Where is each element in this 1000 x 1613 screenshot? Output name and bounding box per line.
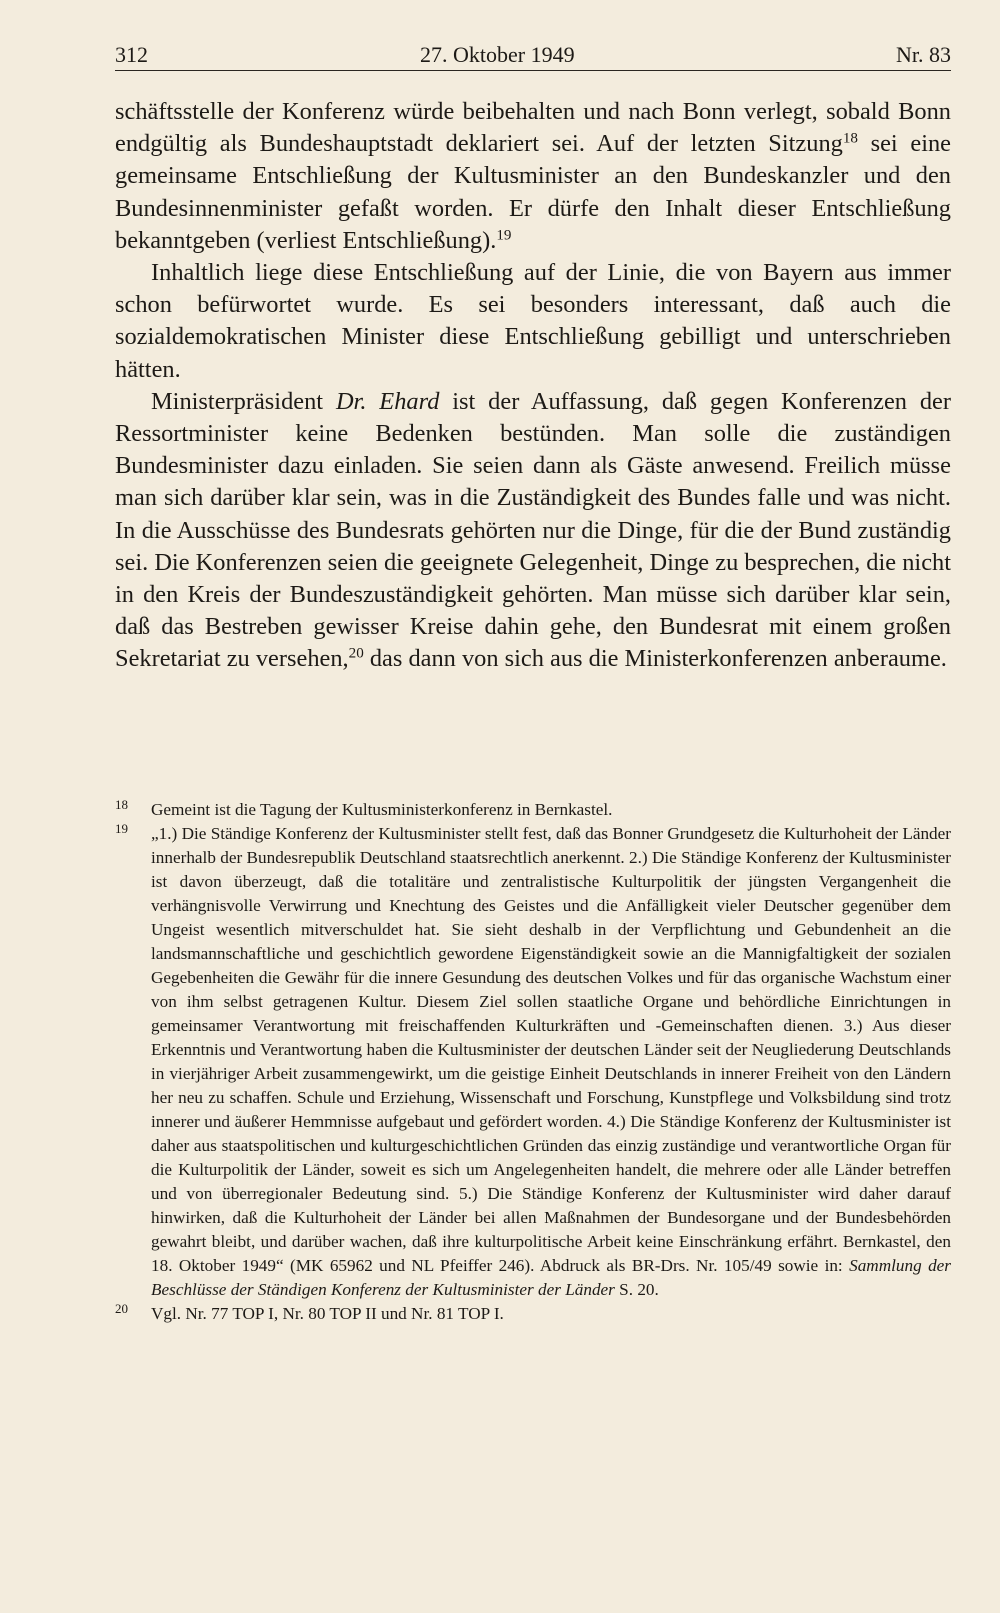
paragraph-3-text-b: ist der Auffassung, daß gegen Konferenzen der Ressortminister keine Bedenken bestünden. Man solle die zuständigen Bundesminister dazu einladen. Sie seien dann als Gäste anwesend. Freilich müsse man sich darüber klar sein, was in die Zuständigkeit des Bundes falle und was nicht. In die Ausschüsse des Bundesrats gehörten nur die Dinge, für die der Bund zuständig sei. Die Konferenzen seien die geeignete Gelegenheit, Dinge zu besprechen, die nicht in den Kreis der Bundeszuständigkeit gehörten. Man müsse sich darüber klar sein, daß das Bestreben gewisser Kreise dahin gehe, den Bundesrat mit einem großen Sekretariat zu versehen, — [115, 387, 952, 673]
footnote-text: „1.) Die Ständige Konferenz der Kultusminister stellt fest, daß das Bonner Grundgesetz die Kulturhoheit der Länder innerhalb der Bundesrepublik Deutschland staatsrechtlich anerkennt. 2.) Die Ständige Konferenz der Kultusminister ist davon überzeugt, daß die totalitäre und zentralistische Kulturpolitik der jüngsten Vergangenheit die verhängnisvolle Verwirrung und Knechtung des Geistes und die Anfälligkeit vieler Deutscher gegenüber dem Ungeist wesentlich mitverschuldet hat. Sie sieht deshalb in der Verpflichtung und Gebundenheit an die landsmannschaftliche und geschichtlich gewordene Eigenständigkeit sowie an die Mannigfaltigkeit der sozialen Gegebenheiten die Gewähr für die innere Gesundung des deutschen Volkes und für das organische Wachstum einer von ihm selbst getragenen Kultur. Diesem Ziel sollen staatliche Organe und behördliche Einrichtungen in gemeinsamer Verantwortung mit freischaffenden Kulturkräften und -Gemeinschaften dienen. 3.) Aus dieser Erkenntnis und Verantwortung haben die Kultusminister der deutschen Länder seit der Neugliederung Deutschlands in vierjähriger Arbeit zusammengewirkt, um die geistige Einheit Deutschlands in innerer Freiheit von den Ländern her neu zu schaffen. Schule und Erziehung, Wissenschaft und Forschung, Kunstpflege und Volksbildung sind trotz innerer und äußerer Hemmnisse aufgebaut und gefördert worden. 4.) Die Ständige Konferenz der Kultusminister ist daher aus staatspolitischen und kulturgeschichtlichen Gründen das einzig zuständige und verantwortliche Organ für die Kulturpolitik der Länder, soweit es sich um Angelegenheiten handelt, die mehrere oder alle Länder betreffen und von überregionaler Bedeutung sind. 5.) Die Ständige Konferenz der Kultusminister wird daher darauf hinwirken, daß die Kulturhoheit der Länder bei allen Maßnahmen der Bundesorgane und der Bundesbehörden gewahrt bleibt, und darüber wachen, daß ihre kulturpolitische Arbeit keine Einschränkung erfährt. Bernkastel, den 18. Oktober 1949“ (MK 65962 und NL Pfeiffer 246). Abdruck als BR-Drs. Nr. 105/49 sowie in: — [151, 824, 951, 1275]
footnote-18 — [115, 798, 951, 822]
paragraph-3-text-c: das dann von sich aus die Ministerkonferenzen anberaume. — [363, 645, 947, 673]
header-date: 27. Oktober 1949 — [420, 42, 575, 67]
paragraph-1 — [115, 96, 951, 257]
paragraph-1-text-b: sei eine gemeinsame Entschließung der Kultusminister an den Bundeskanzler und den Bundesinnenminister gefaßt worden. Er dürfe den Inhalt dieser Entschließung bekanntgeben (verliest Entschließung). — [115, 130, 951, 254]
footnote-ref-18[interactable]: 18 — [842, 130, 858, 147]
paragraph-3 — [115, 386, 951, 676]
page-number: 312 — [115, 42, 148, 67]
footnote-text: Vgl. Nr. 77 TOP I, Nr. 80 TOP II und Nr. 81 TOP I. — [151, 1304, 504, 1323]
footnotes — [115, 798, 951, 1326]
footnote-number: 20 — [115, 1301, 128, 1316]
paragraph-2: Inhaltlich liege diese Entschließung auf der Linie, die von Bayern aus immer schon befürwortet wurde. Es sei besonders interessant, daß auch die sozialdemokratischen Minister diese Entschließung gebilligt und unterschrieben hätten. — [115, 259, 951, 383]
main-text — [115, 96, 951, 676]
paragraph-1-text-a: schäftsstelle der Konferenz würde beibehalten und nach Bonn verlegt, sobald Bonn endgültig als Bundeshauptstadt deklariert sei. Auf der letzten Sitzung — [115, 98, 951, 158]
document-number: Nr. 83 — [896, 42, 951, 67]
paragraph-3-text-a: Ministerpräsident — [151, 387, 336, 415]
running-header — [115, 36, 951, 71]
footnote-ref-20[interactable]: 20 — [348, 646, 364, 663]
footnote-19 — [115, 822, 951, 1302]
speaker-name: Dr. Ehard — [335, 387, 440, 415]
footnote-text-tail: S. 20. — [614, 1280, 659, 1299]
footnote-number: 18 — [115, 797, 128, 812]
footnote-number: 19 — [115, 821, 128, 836]
cited-title: Sammlung der Beschlüsse der Ständigen Konferenz der Kultusminister der Länder — [151, 1256, 951, 1299]
footnote-text: Gemeint ist die Tagung der Kultusministerkonferenz in Bernkastel. — [151, 800, 613, 819]
footnote-ref-19[interactable]: 19 — [496, 227, 512, 244]
footnote-20 — [115, 1302, 951, 1326]
